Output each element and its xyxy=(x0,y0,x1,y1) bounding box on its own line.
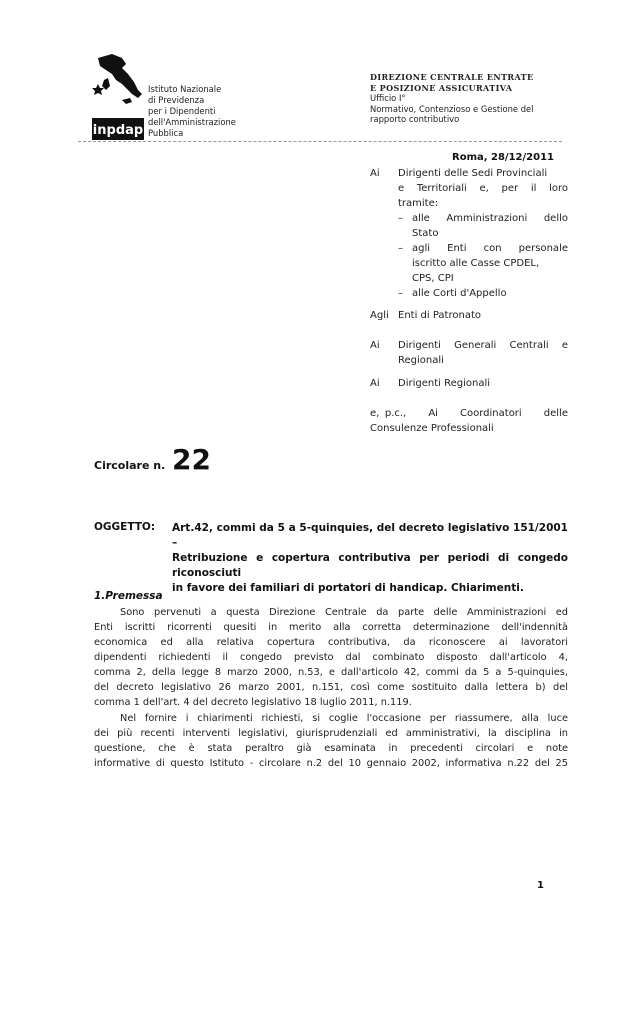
list-item-line: CPS, CPI xyxy=(412,273,454,284)
cc-line: e, p.c., Ai Coordinatori delle xyxy=(370,408,568,419)
paragraph-line: dipendenti richiedenti il congedo previsto dal combinato disposto dall'articolo 4, xyxy=(94,652,568,663)
section-title: 1.Premessa xyxy=(94,590,163,602)
list-item xyxy=(412,211,568,241)
institute-line: Pubblica xyxy=(148,128,184,138)
institute-line: Istituto Nazionale xyxy=(148,84,222,94)
list-dash: – xyxy=(398,288,403,299)
subject-line: in favore dei familiari di portatori di handicap. Chiarimenti. xyxy=(172,582,524,594)
list-item xyxy=(412,241,568,286)
paragraph-2 xyxy=(94,711,568,771)
recipient-label: Ai xyxy=(370,168,380,179)
recipients-block xyxy=(370,166,570,466)
paragraph-line: Nel fornire i chiarimenti richiesti, si coglie l'occasione per riassumere, alla luce xyxy=(120,713,568,724)
circular-label: Circolare n. xyxy=(94,459,166,472)
recipient-line: Dirigenti delle Sedi Provinciali xyxy=(398,168,548,179)
cc-line: Consulenze Professionali xyxy=(370,423,494,434)
department-block xyxy=(370,72,534,125)
institute-name xyxy=(148,84,236,139)
list-dash: – xyxy=(398,243,403,254)
institute-line: dell'Amministrazione xyxy=(148,117,236,127)
subject-text xyxy=(172,521,568,596)
paragraph-line: comma 1 dell'art. 4 del decreto legislativo 18 luglio 2011, n.119. xyxy=(94,697,412,708)
list-item-line: Stato xyxy=(412,228,439,239)
list-item-line: alle Corti d'Appello xyxy=(412,288,507,299)
paragraph-line: Sono pervenuti a questa Direzione Centrale da parte delle Amministrazioni ed xyxy=(120,607,568,618)
inpdap-logo xyxy=(92,50,144,142)
list-item-line: agli Enti con personale xyxy=(412,243,568,254)
office-line: Normativo, Contenzioso e Gestione del xyxy=(370,103,534,114)
page-number: 1 xyxy=(537,880,544,891)
department-line: E POSIZIONE ASSICURATIVA xyxy=(370,82,513,93)
list-item-line: alle Amministrazioni dello xyxy=(412,213,568,224)
office-line: rapporto contributivo xyxy=(370,114,460,124)
paragraph-line: economica ed alla relativa copertura contributiva, da riconoscere ai lavoratori xyxy=(94,637,568,648)
paragraph-line: informative di questo Istituto - circolare n.2 del 10 gennaio 2002, informativa n.22 del 25 xyxy=(94,758,568,769)
recipient-line: e Territoriali e, per il loro xyxy=(398,183,568,194)
paragraph-line: del decreto legislativo 26 marzo 2001, n.151, così come sostituito dalla lettera b) del xyxy=(94,682,568,693)
recipient-ai2 xyxy=(398,338,568,368)
recipient-line: Regionali xyxy=(398,355,444,366)
institute-line: per i Dipendenti xyxy=(148,106,216,116)
subject-line: Art.42, commi da 5 a 5-quinquies, del decreto legislativo 151/2001 – xyxy=(172,522,568,549)
paragraph-line: Enti iscritti ricorrenti quesiti in merito alla corretta determinazione dell'indennità xyxy=(94,622,568,633)
department-line: DIREZIONE CENTRALE ENTRATE xyxy=(370,72,534,82)
list-item xyxy=(412,286,568,301)
paragraph-line: comma 2, della legge 8 marzo 2000, n.53, e dall'articolo 42, commi da 5 a 5-quinquies, xyxy=(94,667,568,678)
subject-line: Retribuzione e copertura contributiva per periodi di congedo riconosciuti xyxy=(172,552,568,579)
recipient-label: Ai xyxy=(370,378,380,389)
recipient-line: tramite: xyxy=(398,198,439,209)
document-date: Roma, 28/12/2011 xyxy=(452,152,554,163)
recipient-label: Agli xyxy=(370,310,389,321)
recipient-ai3: Dirigenti Regionali xyxy=(398,378,491,389)
list-dash: – xyxy=(398,213,403,224)
recipient-label: Ai xyxy=(370,340,380,351)
paragraph-line: dei più recenti interventi legislativi, giurisprudenziali ed amministrativi, la disciplina in xyxy=(94,728,568,739)
header-divider xyxy=(78,141,562,142)
recipient-agli: Enti di Patronato xyxy=(398,310,481,321)
logo-text: inpdap xyxy=(92,123,144,138)
circular-number: 22 xyxy=(172,443,211,476)
recipient-ai1 xyxy=(398,166,568,211)
paragraph-line: questione, che è stata peraltro già esaminata in precedenti circolari e note xyxy=(94,743,568,754)
list-item-line: iscritto alle Casse CPDEL, xyxy=(412,258,540,269)
recipient-line: Dirigenti Generali Centrali e xyxy=(398,340,568,351)
institute-line: di Previdenza xyxy=(148,95,205,105)
paragraph-1 xyxy=(94,605,568,710)
subject-label: OGGETTO: xyxy=(94,521,156,533)
office-line: Ufficio I° xyxy=(370,93,406,103)
